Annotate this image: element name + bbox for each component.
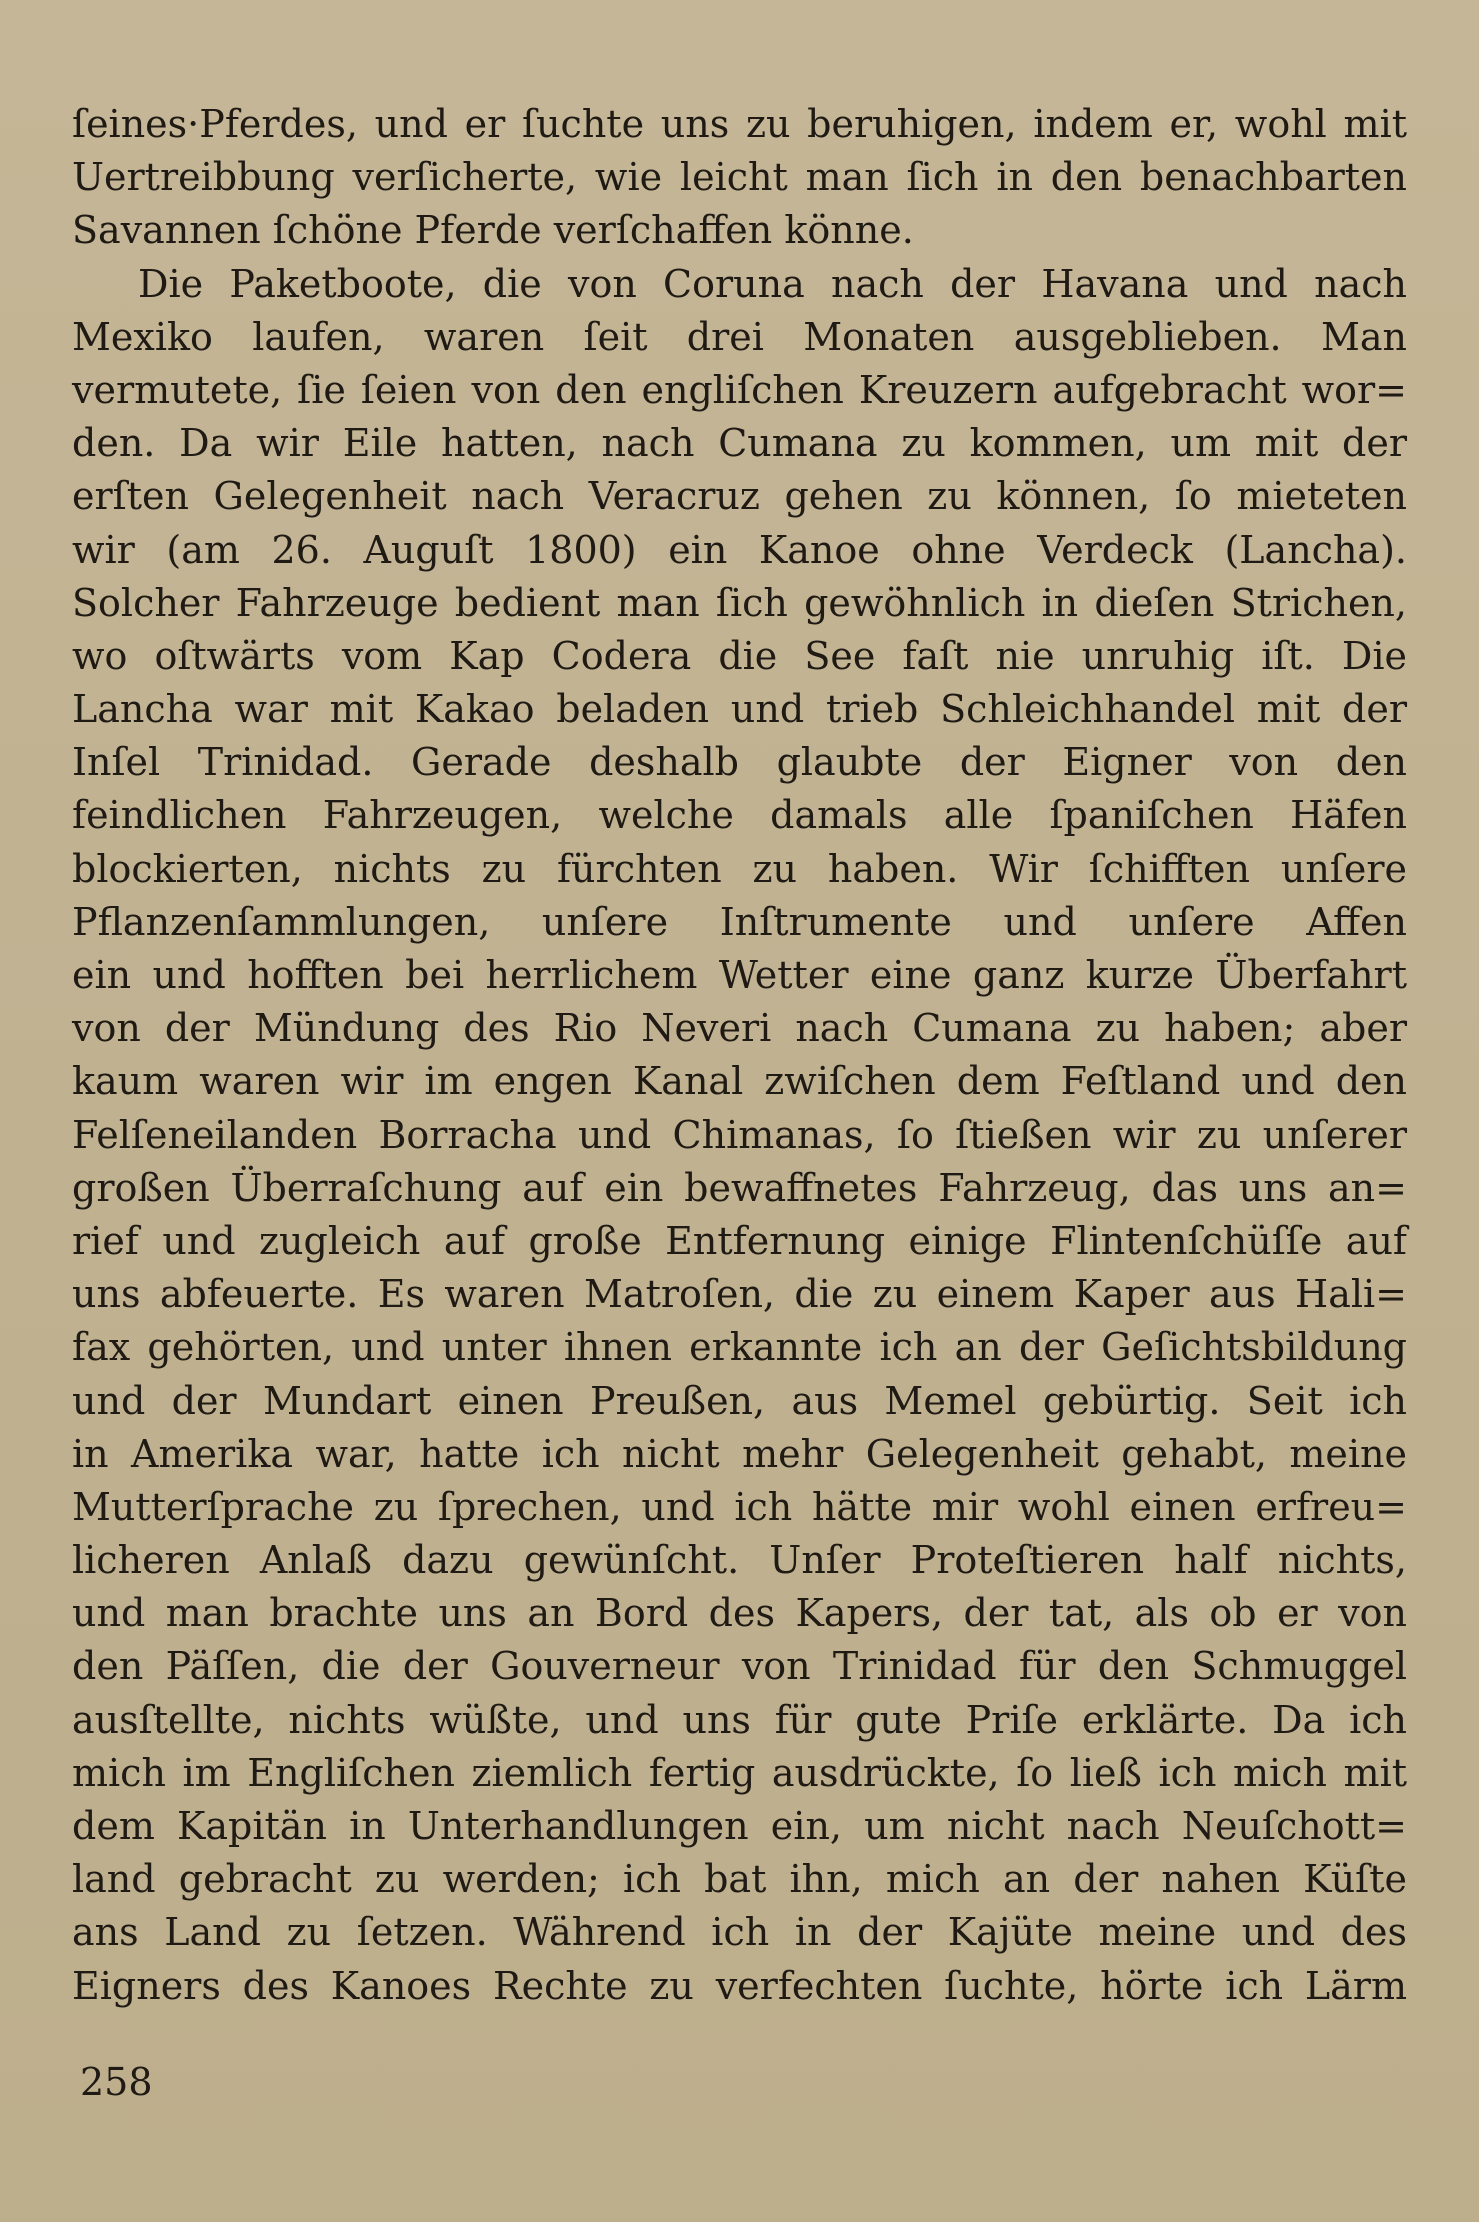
text-line: Lancha war mit Kakao beladen und trieb Schleichhandel mit der <box>72 687 1407 732</box>
text-line: kaum waren wir im engen Kanal zwiſchen dem Feſtland und den <box>72 1059 1407 1104</box>
text-line: licheren Anlaß dazu gewünſcht. Unſer Proteſtieren half nichts, <box>72 1538 1407 1583</box>
text-line: Mexiko laufen, waren ſeit drei Monaten ausgeblieben. Man <box>72 314 1407 359</box>
text-line: erſten Gelegenheit nach Veracruz gehen zu können, ſo mieteten <box>72 474 1407 519</box>
text-line: Pflanzenſammlungen, unſere Inſtrumente und unſere Affen <box>72 899 1407 944</box>
text-line: und man brachte uns an Bord des Kapers, der tat, als ob er von <box>72 1591 1407 1636</box>
paragraph-1 <box>72 98 1407 258</box>
text-line: den Päſſen, die der Gouverneur von Trinidad für den Schmuggel <box>72 1644 1407 1689</box>
text-line: rief und zugleich auf große Entfernung einige Flintenſchüſſe auf <box>72 1218 1407 1263</box>
text-line: in Amerika war, hatte ich nicht mehr Gelegenheit gehabt, meine <box>72 1431 1407 1476</box>
text-line: ſeines·Pferdes, und er ſuchte uns zu beruhigen, indem er, wohl mit <box>72 102 1407 146</box>
text-line: Felſeneilanden Borracha und Chimanas, ſo ſtießen wir zu unſerer <box>72 1112 1407 1157</box>
text-line: feindlichen Fahrzeugen, welche damals alle ſpaniſchen Häfen <box>72 793 1407 838</box>
text-line: Die Paketboote, die von Coruna nach der Havana und nach <box>138 261 1407 306</box>
text-line: Inſel Trinidad. Gerade deshalb glaubte der Eigner von den <box>72 740 1407 785</box>
text-line: vermutete, ſie ſeien von den engliſchen Kreuzern aufgebracht wor= <box>72 367 1407 412</box>
text-line: und der Mundart einen Preußen, aus Memel gebürtig. Seit ich <box>72 1378 1407 1423</box>
text-line: Eigners des Kanoes Rechte zu verfechten ſuchte, hörte ich Lärm <box>72 1963 1407 2008</box>
text-line: von der Mündung des Rio Neveri nach Cumana zu haben; aber <box>72 1006 1407 1051</box>
text-line: Savannen ſchöne Pferde verſchaffen könne. <box>72 208 914 253</box>
text-line: ein und hofften bei herrlichem Wetter eine ganz kurze Überfahrt <box>72 953 1407 997</box>
text-line: großen Überraſchung auf ein bewaffnetes Fahrzeug, das uns an= <box>72 1165 1407 1210</box>
text-line: fax gehörten, und unter ihnen erkannte ich an der Geſichtsbildung <box>72 1325 1407 1370</box>
body-text <box>72 98 1407 2119</box>
text-line: mich im Engliſchen ziemlich fertig ausdrückte, ſo ließ ich mich mit <box>72 1750 1407 1795</box>
text-line: Solcher Fahrzeuge bedient man ſich gewöhnlich in dieſen Strichen, <box>72 580 1407 625</box>
text-line: den. Da wir Eile hatten, nach Cumana zu kommen, um mit der <box>72 421 1407 466</box>
text-line: land gebracht zu werden; ich bat ihn, mich an der nahen Küſte <box>72 1857 1407 1902</box>
text-line: blockierten, nichts zu fürchten zu haben. Wir ſchifften unſere <box>72 846 1407 891</box>
text-line: dem Kapitän in Unterhandlungen ein, um nicht nach Neuſchott= <box>72 1804 1407 1848</box>
page-number: 258 <box>80 2060 153 2104</box>
text-line: ans Land zu ſetzen. Während ich in der Kajüte meine und des <box>72 1910 1407 1955</box>
text-line: Uertreibbung verſicherte, wie leicht man ſich in den benachbarten <box>72 155 1407 200</box>
text-line <box>72 2066 1407 2119</box>
text-line <box>72 2013 1407 2066</box>
text-line: Mutterſprache zu ſprechen, und ich hätte mir wohl einen erfreu= <box>72 1484 1407 1529</box>
text-line: uns abfeuerte. Es waren Matroſen, die zu einem Kaper aus Hali= <box>72 1272 1407 1317</box>
text-line: wir (am 26. Auguſt 1800) ein Kanoe ohne Verdeck (Lancha). <box>72 527 1407 572</box>
text-line: ausſtellte, nichts wüßte, und uns für gute Priſe erklärte. Da ich <box>72 1697 1407 1742</box>
paragraph-2 <box>72 258 1407 2120</box>
text-line: wo oſtwärts vom Kap Codera die See faſt nie unruhig iſt. Die <box>72 633 1407 678</box>
